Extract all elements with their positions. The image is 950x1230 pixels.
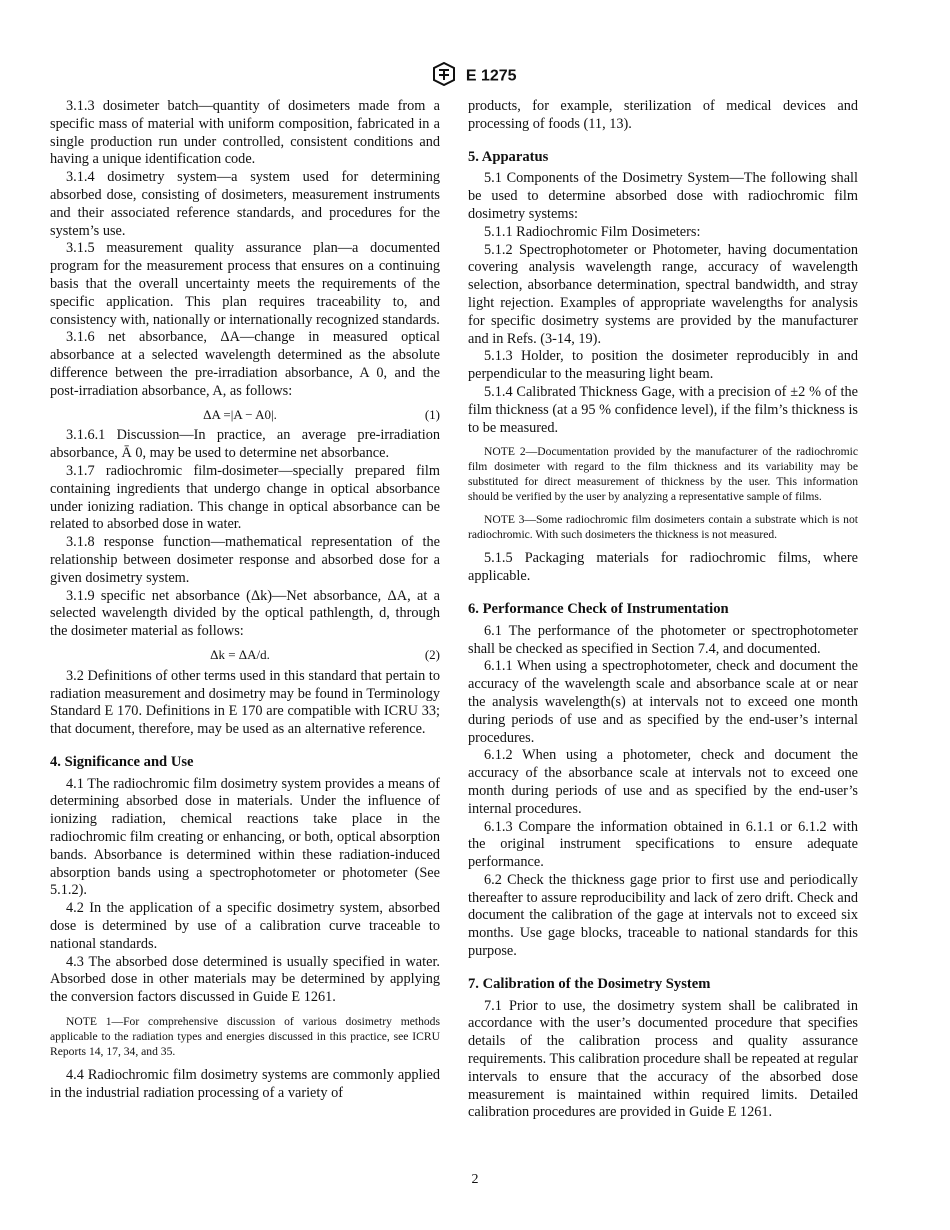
para-5-1-2: 5.1.2 Spectrophotometer or Photometer, having documentation covering analysis wavelength range, accuracy of wavelength selection, absorbance determination, spectral bandwidth, and stray light rejection. Examples of appropriate wavelengths for analysis for specific dosimetry systems are provided by the manufacturer and in Refs. (3-14, 19). [468,241,858,347]
astm-logo-icon [433,62,455,91]
para-4-1: 4.1 The radiochromic film dosimetry system provides a means of determining absorbed dose in materials. Under the influence of ionizing radiation, chemical reactions take place in the radiochromic film creating or enhancing, or both, optical absorption bands. Absorbance is determined within these radiation-induced absorption bands using a spectrophotometer or photometer (See 5.1.2). [50,775,440,899]
para-5-1-5: 5.1.5 Packaging materials for radiochromic films, where applicable. [468,550,858,585]
para-5-1-1: 5.1.1 Radiochromic Film Dosimeters: [484,223,701,240]
para-3-1-4: 3.1.4 dosimetry system—a system used for determining absorbed dose, consisting of dosimeters, measurement instruments and their associated reference standards, and procedures for the system’s use. [50,169,440,239]
para-3-1-5: 3.1.5 measurement quality assurance plan—a documented program for the measurement process that ensures on a continuing basis that the overall uncertainty meets the requirements of the specific application. This plan requires traceability to, and consistency with, nationally or internationally recognized standards. [50,240,440,328]
equation-1-formula: ΔA =|A − A0|. [203,406,277,422]
para-7-1: 7.1 Prior to use, the dosimetry system shall be calibrated in accordance with the user’s documented procedure that specifies details of the calibration process and quality assurance requirements. This calibration procedure shall be repeated at regular intervals to ensure that the accuracy of the absorbed dose measurement is maintained within required limits. Detailed calibration procedures are provided in Guide E 1261. [468,997,858,1121]
para-6-1-2: 6.1.2 When using a photometer, check and document the accuracy of the absorbance scale at intervals not to exceed one month during periods of use and as specified by the end-user’s internal procedures. [468,747,858,817]
para-3-1-6: 3.1.6 net absorbance, ΔA—change in measured optical absorbance at a selected wavelength determined as the absolute difference between the pre-irradiation absorbance, A 0, and the post-irradiation absorbance, A, as follows: [50,329,440,399]
page-header [0,62,950,91]
equation-2-formula: Δk = ΔA/d. [210,646,270,662]
note-1: NOTE 1—For comprehensive discussion of various dosimetry methods applicable to the radiation types and energies discussed in this practice, see ICRU Reports 14, 17, 34, and 35. [50,1015,440,1059]
para-3-2: 3.2 Definitions of other terms used in this standard that pertain to radiation measurement and dosimetry may be found in Terminology Standard E 170. Definitions in E 170 are compatible with ICRU 33; that document, therefore, may be used as an alternative reference. [50,667,440,738]
section-5-heading: 5. Apparatus [468,148,549,165]
para-4-3: 4.3 The absorbed dose determined is usually specified in water. Absorbed dose in other materials may be determined by applying the conversion factors discussed in Guide E 1261. [50,953,440,1006]
equation-1-number: (1) [424,406,440,422]
left-column [50,98,440,1103]
para-5-1-3: 5.1.3 Holder, to position the dosimeter reproducibly in and perpendicular to the measuring light beam. [468,348,858,383]
para-3-1-7: 3.1.7 radiochromic film-dosimeter—specially prepared film containing ingredients that undergo change in optical absorbance under ionizing radiation. This change in optical absorbance can be related to absorbed dose in water. [50,462,440,533]
para-3-1-3: 3.1.3 dosimeter batch—quantity of dosimeters made from a specific mass of material with uniform composition, fabricated in a single production run under controlled, consistent conditions and having a unique identification code. [50,98,440,168]
equation-2 [50,646,440,664]
equation-1 [50,406,440,424]
equation-2-number: (2) [424,646,440,662]
note-3: NOTE 3—Some radiochromic film dosimeters contain a substrate which is not radiochromic. With such dosimeters the thickness is not measured. [468,513,858,542]
para-3-1-9: 3.1.9 specific net absorbance (Δk)—Net absorbance, ΔA, at a selected wavelength divided by the optical pathlength, d, through the dosimeter material as follows: [50,587,440,640]
section-6-heading: 6. Performance Check of Instrumentation [468,600,729,617]
para-6-1-3: 6.1.3 Compare the information obtained in 6.1.1 or 6.1.2 with the original instrument specifications to ensure adequate performance. [468,818,858,871]
standard-number: E 1275 [465,67,517,85]
para-3-1-8: 3.1.8 response function—mathematical representation of the relationship between dosimeter response and absorbed dose for a given dosimetry system. [50,534,440,586]
para-4-4: 4.4 Radiochromic film dosimetry systems are commonly applied in the industrial radiation processing of a variety of [50,1067,440,1101]
para-4-2: 4.2 In the application of a specific dosimetry system, absorbed dose is determined by use of a calibration curve traceable to national standards. [50,900,440,952]
note-2: NOTE 2—Documentation provided by the manufacturer of the radiochromic film dosimeter with regard to the film thickness and its variability may be substituted for direct measurement of thickness by the user. This information should be verified by the user by analyzing a representative sample of films. [468,445,858,504]
section-7-heading: 7. Calibration of the Dosimetry System [468,975,711,992]
para-5-1: 5.1 Components of the Dosimetry System—The following shall be used to determine absorbed dose with radiochromic film dosimetry systems: [468,170,858,222]
section-4-heading: 4. Significance and Use [50,753,194,770]
para-6-2: 6.2 Check the thickness gage prior to first use and periodically thereafter to assure reproducibility and lack of zero drift. Check and document the calibration of the gage at intervals not to exceed six months. Use gage blocks, traceable to national standards for this purpose. [468,871,858,960]
right-column [468,98,858,1122]
para-6-1-1: 6.1.1 When using a spectrophotometer, check and document the accuracy of the wavelength scale and absorbance scale at or near the analysis wavelength(s) at intervals not to exceed one month during periods of use and as specified by the end-user’s internal procedures. [468,658,858,746]
para-5-1-4: 5.1.4 Calibrated Thickness Gage, with a precision of ±2 % of the film thickness (at a 95 % confidence level), if the film’s thickness is to be measured. [468,383,858,436]
page-number: 2 [471,1172,479,1187]
para-3-1-6-1: 3.1.6.1 Discussion—In practice, an average pre-irradiation absorbance, Ā 0, may be used to determine net absorbance. [50,427,440,462]
para-6-1: 6.1 The performance of the photometer or spectrophotometer shall be checked as specified in Section 7.4, and documented. [468,622,858,657]
para-continued: products, for example, sterilization of medical devices and processing of foods (11, 13). [468,98,858,132]
